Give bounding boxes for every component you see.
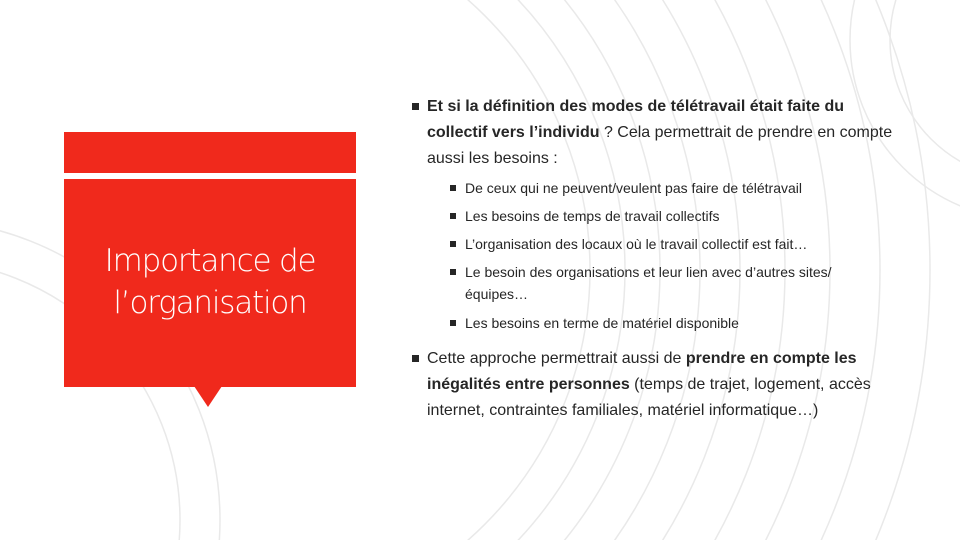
sub-bullet-2 bbox=[465, 205, 885, 227]
bullet-inequalities-text: Cette approche permettrait aussi de bbox=[427, 350, 686, 367]
bullet-square-icon bbox=[450, 320, 456, 326]
bullet-square-icon bbox=[412, 355, 419, 362]
bullet-square-icon bbox=[450, 269, 456, 275]
sub-bullet-4 bbox=[465, 261, 865, 305]
sub-bullet-1 bbox=[465, 177, 885, 199]
bullet-inequalities bbox=[427, 346, 889, 424]
bullet-square-icon bbox=[412, 103, 419, 110]
bullet-inequalities-detail: (temps de trajet, logement, accès internet, contraintes familiales, matériel informatique…) bbox=[427, 376, 871, 419]
sub-bullet-text: Les besoins en terme de matériel disponible bbox=[465, 315, 739, 331]
slide-title-line-1: Importance de bbox=[104, 243, 316, 279]
sub-bullet-text: Les besoins de temps de travail collectifs bbox=[465, 208, 720, 224]
bullet-square-icon bbox=[450, 241, 456, 247]
bullet-square-icon bbox=[450, 213, 456, 219]
sub-bullet-3 bbox=[465, 233, 885, 255]
bullet-inequalities-bold: prendre en compte les inégalités entre personnes bbox=[427, 350, 857, 393]
bullet-definition-bold: Et si la définition des modes de télétravail était faite du collectif vers l’individu bbox=[427, 98, 844, 141]
sub-bullet-text: Le besoin des organisations et leur lien avec d’autres sites/équipes… bbox=[465, 264, 832, 302]
sub-bullet-text: De ceux qui ne peuvent/veulent pas faire de télétravail bbox=[465, 180, 802, 196]
slide-title-line-2: l’organisation bbox=[113, 285, 307, 321]
bullet-square-icon bbox=[450, 185, 456, 191]
bullet-definition-text: ? Cela permettrait de prendre en compte aussi les besoins : bbox=[427, 124, 893, 167]
sub-bullet-text: L’organisation des locaux où le travail collectif est fait… bbox=[465, 236, 808, 252]
bullet-definition bbox=[427, 94, 897, 172]
sub-bullet-5 bbox=[465, 312, 885, 334]
